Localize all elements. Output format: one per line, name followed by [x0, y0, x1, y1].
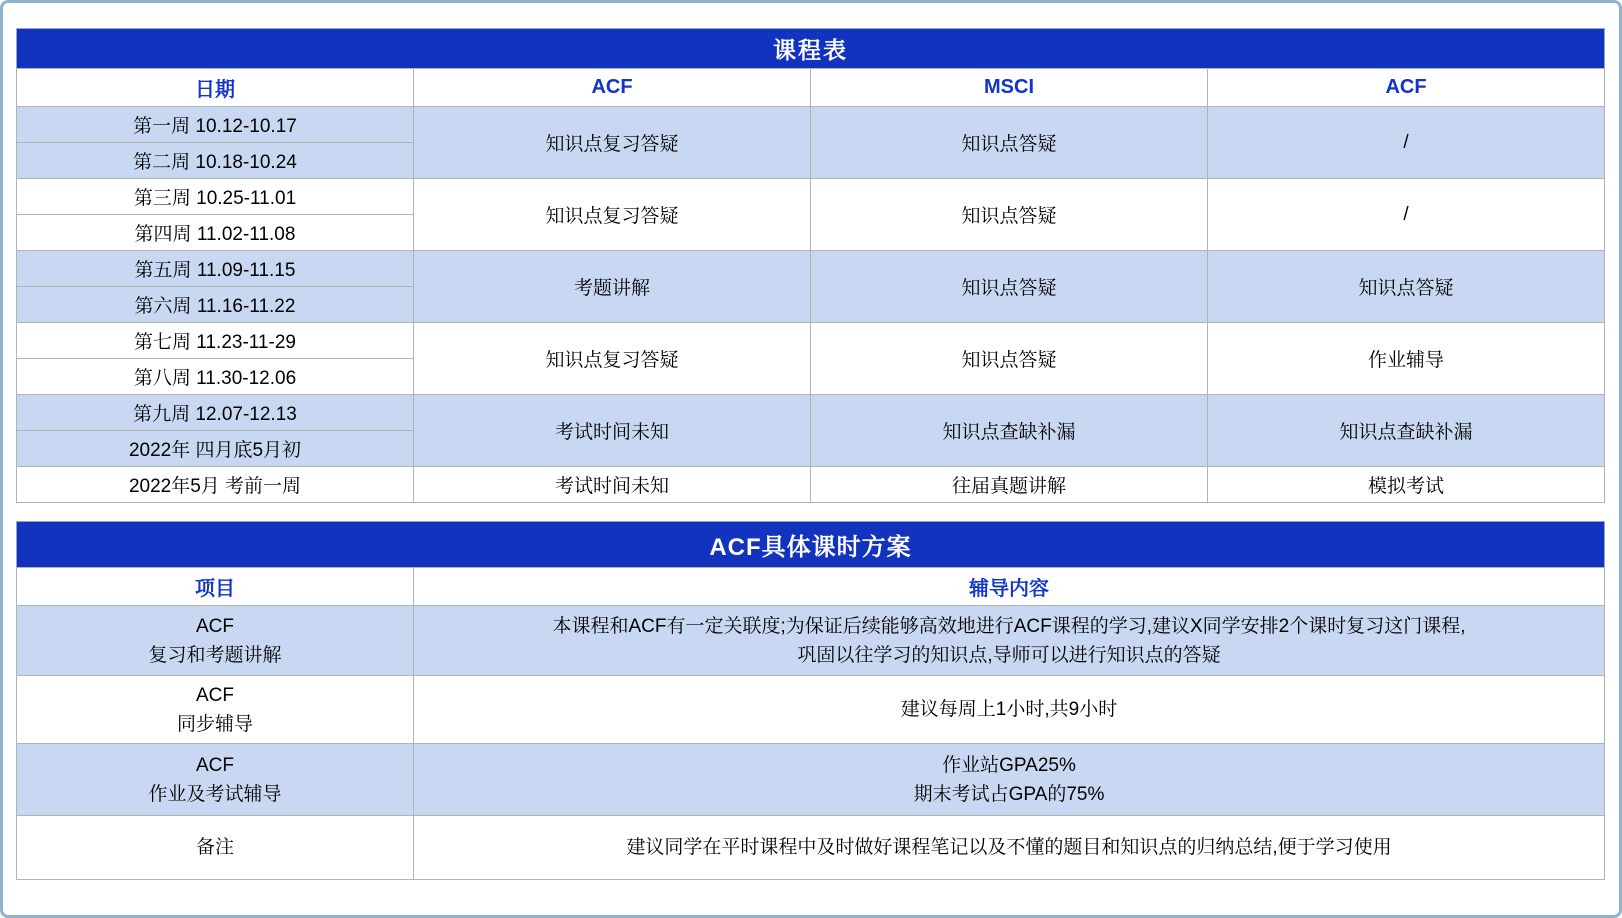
acf1-cell: 考试时间未知 — [414, 395, 811, 467]
content-line: 期末考试占GPA的75% — [913, 783, 1105, 805]
schedule-table — [16, 68, 1605, 503]
date-cell: 第六周 11.16-11.22 — [17, 287, 414, 323]
acf2-cell: 知识点查缺补漏 — [1208, 395, 1605, 467]
item-line: 同步辅导 — [176, 713, 253, 735]
date-cell: 第五周 11.09-11.15 — [17, 251, 414, 287]
item-cell — [17, 816, 414, 880]
acf1-cell: 考题讲解 — [414, 251, 811, 323]
item-line: ACF — [196, 754, 234, 776]
msci-cell: 知识点答疑 — [811, 107, 1208, 179]
table-row — [17, 251, 1605, 287]
column-header-acf2: ACF — [1208, 69, 1605, 107]
item-line: 备注 — [195, 837, 234, 858]
date-cell: 2022年5月 考前一周 — [17, 467, 414, 503]
item-line: ACF — [196, 684, 234, 706]
content-cell — [414, 816, 1605, 880]
content-line: 建议同学在平时课程中及时做好课程笔记以及不懂的题目和知识点的归纳总结,便于学习使用 — [626, 837, 1392, 858]
table-row — [17, 467, 1605, 503]
date-cell: 第一周 10.12-10.17 — [17, 107, 414, 143]
plan-table-title — [16, 521, 1605, 567]
table-row — [17, 323, 1605, 359]
table-row — [17, 606, 1605, 676]
item-line: 作业及考试辅导 — [148, 783, 282, 805]
acf2-cell: 模拟考试 — [1208, 467, 1605, 503]
table-row — [17, 744, 1605, 816]
acf1-cell: 知识点复习答疑 — [414, 107, 811, 179]
content-cell — [414, 606, 1605, 676]
msci-cell: 知识点查缺补漏 — [811, 395, 1208, 467]
table-row — [17, 179, 1605, 215]
content-line: 巩固以往学习的知识点,导师可以进行知识点的答疑 — [797, 644, 1221, 666]
column-header-date: 日期 — [17, 69, 414, 107]
msci-cell: 知识点答疑 — [811, 179, 1208, 251]
date-cell: 第九周 12.07-12.13 — [17, 395, 414, 431]
item-cell — [17, 606, 414, 676]
date-cell: 第七周 11.23-11-29 — [17, 323, 414, 359]
plan-header-row — [17, 568, 1605, 606]
content-line: 建议每周上1小时,共9小时 — [900, 699, 1118, 720]
column-header-acf1: ACF — [414, 69, 811, 107]
content-cell — [414, 744, 1605, 816]
acf2-cell: 知识点答疑 — [1208, 251, 1605, 323]
acf2-cell: / — [1208, 107, 1605, 179]
item-cell — [17, 676, 414, 744]
acf1-cell: 知识点复习答疑 — [414, 323, 811, 395]
schedule-table-title-text: 课程表 — [773, 37, 848, 63]
acf1-cell: 知识点复习答疑 — [414, 179, 811, 251]
item-line: ACF — [196, 615, 234, 637]
date-cell: 2022年 四月底5月初 — [17, 431, 414, 467]
column-header-content: 辅导内容 — [414, 568, 1605, 606]
date-cell: 第三周 10.25-11.01 — [17, 179, 414, 215]
column-header-msci: MSCI — [811, 69, 1208, 107]
plan-table-title-text: ACF具体课时方案 — [709, 534, 912, 561]
table-row — [17, 395, 1605, 431]
item-cell — [17, 744, 414, 816]
acf2-cell: 作业辅导 — [1208, 323, 1605, 395]
table-row — [17, 676, 1605, 744]
table-row — [17, 107, 1605, 143]
msci-cell: 知识点答疑 — [811, 323, 1208, 395]
date-cell: 第八周 11.30-12.06 — [17, 359, 414, 395]
schedule-header-row — [17, 69, 1605, 107]
schedule-table-title — [16, 28, 1605, 68]
content-line: 作业站GPA25% — [942, 754, 1076, 776]
column-header-item: 项目 — [17, 568, 414, 606]
content-line: 本课程和ACF有一定关联度;为保证后续能够高效地进行ACF课程的学习,建议X同学安排2个课时复习这门课程, — [552, 615, 1466, 637]
content-area — [3, 3, 1619, 880]
plan-table — [16, 567, 1605, 880]
msci-cell: 知识点答疑 — [811, 251, 1208, 323]
table-row — [17, 816, 1605, 880]
acf2-cell: / — [1208, 179, 1605, 251]
date-cell: 第二周 10.18-10.24 — [17, 143, 414, 179]
msci-cell: 往届真题讲解 — [811, 467, 1208, 503]
acf1-cell: 考试时间未知 — [414, 467, 811, 503]
item-line: 复习和考题讲解 — [148, 644, 282, 666]
content-cell — [414, 676, 1605, 744]
date-cell: 第四周 11.02-11.08 — [17, 215, 414, 251]
